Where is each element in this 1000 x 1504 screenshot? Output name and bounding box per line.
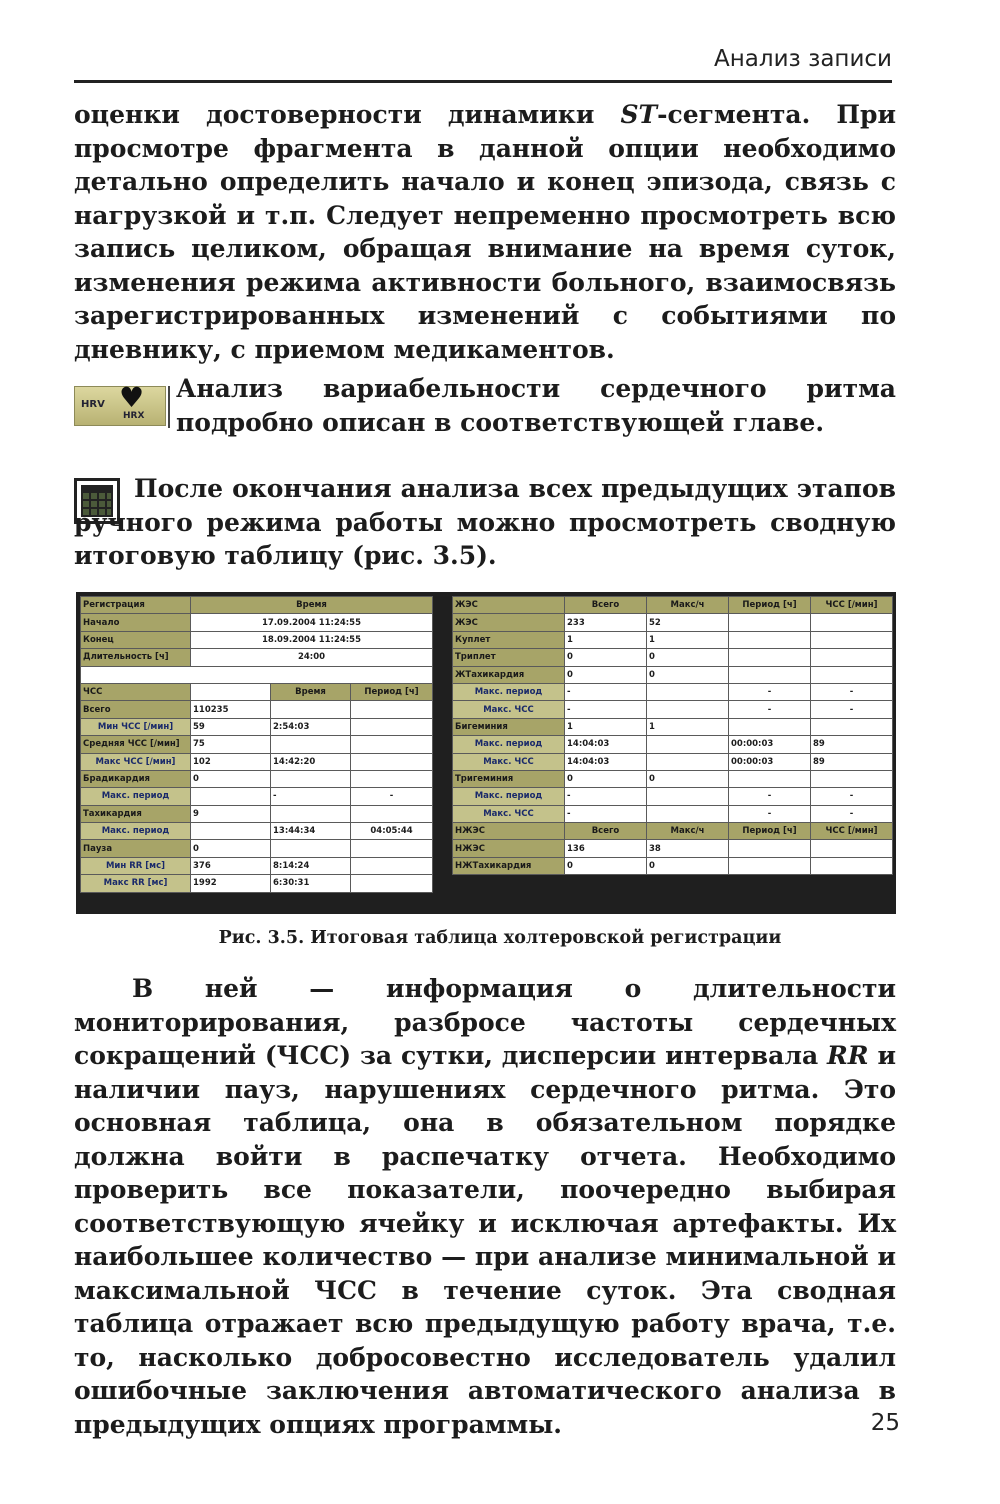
value-cell [729, 857, 811, 874]
table-row [453, 649, 893, 666]
value-cell: 0 [565, 649, 647, 666]
table-row [81, 823, 433, 840]
value-cell: 0 [565, 666, 647, 683]
paragraph-summary-table: После окончания анализа всех предыдущих этапов ручного режима работы можно просмотреть сводную итоговую таблицу (рис. 3.5). [74, 474, 896, 570]
table-row [81, 649, 433, 666]
summary-table-figure [76, 592, 896, 914]
row-label: Макс. ЧСС [453, 805, 565, 822]
row-label: НЖТахикардия [453, 857, 565, 874]
row-label: Макс. период [453, 788, 565, 805]
table-row [81, 666, 433, 683]
value-cell [351, 736, 433, 753]
header-cell: Время [271, 683, 351, 700]
paragraph-hrv: Анализ вариабельности сердечного ритма подробно описан в соответствующей главе. [176, 374, 896, 437]
value-cell: 0 [647, 857, 729, 874]
caption-text: Итоговая таблица холтеровской регистрации [304, 928, 782, 948]
value-cell: 2:54:03 [271, 718, 351, 735]
value-cell: - [271, 788, 351, 805]
table-row [453, 823, 893, 840]
spacer-cell [81, 666, 433, 683]
row-label: Конец [81, 631, 191, 648]
row-label: Макс ЧСС [/мин] [81, 753, 191, 770]
table-row [81, 701, 433, 718]
value-cell: 18.09.2004 11:24:55 [191, 631, 433, 648]
value-cell [351, 875, 433, 892]
value-cell [729, 649, 811, 666]
table-row [453, 857, 893, 874]
header-cell: Период [ч] [729, 823, 811, 840]
rr-term: RR [827, 1041, 869, 1070]
value-cell [647, 805, 729, 822]
header-cell [191, 683, 271, 700]
value-cell: - [351, 788, 433, 805]
table-row [81, 805, 433, 822]
value-cell: 136 [565, 840, 647, 857]
table-row [453, 753, 893, 770]
header-cell: НЖЭС [453, 823, 565, 840]
row-label: Тахикардия [81, 805, 191, 822]
table-row [81, 840, 433, 857]
table-row [453, 805, 893, 822]
page-number: 25 [870, 1410, 900, 1436]
running-head [74, 44, 892, 83]
value-cell: 233 [565, 614, 647, 631]
value-cell [271, 840, 351, 857]
value-cell [351, 840, 433, 857]
row-label: Мин RR [мс] [81, 857, 191, 874]
heart-icon: ♥ [119, 381, 145, 414]
figure-caption [0, 928, 1000, 948]
table-row [453, 683, 893, 700]
table-row [81, 736, 433, 753]
header-cell: Всего [565, 823, 647, 840]
row-label: Мин ЧСС [/мин] [81, 718, 191, 735]
table-row [453, 614, 893, 631]
header-cell: Регистрация [81, 597, 191, 614]
table-row [81, 875, 433, 892]
row-label: Средняя ЧСС [/мин] [81, 736, 191, 753]
value-cell: - [729, 683, 811, 700]
row-label: Макс. период [453, 736, 565, 753]
row-label: ЖЭС [453, 614, 565, 631]
value-cell [647, 683, 729, 700]
value-cell: 00:00:03 [729, 736, 811, 753]
value-cell: 1 [565, 718, 647, 735]
value-cell: 376 [191, 857, 271, 874]
header-cell: ЧСС [81, 683, 191, 700]
paragraph-text: В ней — информация о длительности мониторирования, разбросе частоты сердечных сокращений (ЧСС) за сутки, дисперсии интервала [74, 974, 896, 1070]
value-cell [647, 753, 729, 770]
value-cell: 1 [565, 631, 647, 648]
value-cell: 1 [647, 631, 729, 648]
value-cell: 1992 [191, 875, 271, 892]
value-cell: 6:30:31 [271, 875, 351, 892]
table-row [453, 631, 893, 648]
value-cell [811, 631, 893, 648]
row-label: Брадикардия [81, 770, 191, 787]
row-label: Макс. ЧСС [453, 753, 565, 770]
row-label: Бигеминия [453, 718, 565, 735]
value-cell: - [729, 805, 811, 822]
value-cell [351, 718, 433, 735]
value-cell: 14:42:20 [271, 753, 351, 770]
value-cell: - [811, 805, 893, 822]
value-cell: 9 [191, 805, 271, 822]
value-cell: 24:00 [191, 649, 433, 666]
value-cell [729, 770, 811, 787]
header-cell: Макс/ч [647, 597, 729, 614]
paragraph-text: и наличии пауз, нарушениях сердечного ритма. Это основная таблица, она в обязательном порядке должна войти в распечатку отчета. Необходимо проверить все показатели, поочередно выбирая соответствующую ячейку и исключая артефакты. Их наибольшее количество — при анализе минимальной и максимальной ЧСС в течение суток. Эта сводная таблица отражает всю предыдущую работу врача, т.е. то, насколько добросовестно исследователь удалил ошибочные заключения автоматического анализа в предыдущих опциях программы. [74, 1041, 896, 1439]
table-row [81, 718, 433, 735]
table-row [453, 701, 893, 718]
value-cell: 0 [647, 770, 729, 787]
value-cell: 0 [191, 840, 271, 857]
value-cell [811, 770, 893, 787]
value-cell: 38 [647, 840, 729, 857]
value-cell: 52 [647, 614, 729, 631]
header-cell: Всего [565, 597, 647, 614]
value-cell [351, 770, 433, 787]
value-cell: 89 [811, 753, 893, 770]
value-cell [811, 666, 893, 683]
value-cell [647, 701, 729, 718]
value-cell: - [811, 788, 893, 805]
table-row [81, 753, 433, 770]
row-label: Триплет [453, 649, 565, 666]
value-cell: 75 [191, 736, 271, 753]
value-cell: 14:04:03 [565, 736, 647, 753]
value-cell: 0 [565, 857, 647, 874]
header-cell: ЧСС [/мин] [811, 597, 893, 614]
value-cell: - [565, 805, 647, 822]
value-cell: 00:00:03 [729, 753, 811, 770]
value-cell [811, 840, 893, 857]
value-cell: 04:05:44 [351, 823, 433, 840]
right-summary-table [452, 596, 893, 875]
value-cell: - [811, 701, 893, 718]
row-label: Начало [81, 614, 191, 631]
row-label: ЖТахикардия [453, 666, 565, 683]
header-cell: Макс/ч [647, 823, 729, 840]
value-cell: - [729, 788, 811, 805]
value-cell [729, 666, 811, 683]
value-cell [351, 805, 433, 822]
table-row [453, 770, 893, 787]
value-cell [729, 614, 811, 631]
value-cell [271, 805, 351, 822]
value-cell: 59 [191, 718, 271, 735]
header-cell: Период [ч] [729, 597, 811, 614]
value-cell [271, 701, 351, 718]
value-cell: 1 [647, 718, 729, 735]
value-cell [811, 649, 893, 666]
value-cell [811, 857, 893, 874]
row-label: Макс. период [81, 823, 191, 840]
table-row [81, 683, 433, 700]
row-label: Макс. период [453, 683, 565, 700]
row-label: Макс. период [81, 788, 191, 805]
value-cell: 17.09.2004 11:24:55 [191, 614, 433, 631]
table-row [81, 631, 433, 648]
value-cell: - [811, 683, 893, 700]
value-cell [811, 614, 893, 631]
hrx-icon-label: HRX [123, 411, 145, 421]
value-cell [271, 770, 351, 787]
table-row [453, 788, 893, 805]
value-cell [647, 736, 729, 753]
value-cell: - [565, 788, 647, 805]
table-row [453, 597, 893, 614]
header-cell: ЖЭС [453, 597, 565, 614]
value-cell: 0 [191, 770, 271, 787]
header-cell: Время [191, 597, 433, 614]
value-cell [647, 788, 729, 805]
value-cell: - [565, 683, 647, 700]
row-label: НЖЭС [453, 840, 565, 857]
row-label: Макс RR [мс] [81, 875, 191, 892]
value-cell: - [729, 701, 811, 718]
header-cell: Период [ч] [351, 683, 433, 700]
table-row [81, 788, 433, 805]
value-cell: 0 [647, 649, 729, 666]
table-row [453, 666, 893, 683]
row-label: Длительность [ч] [81, 649, 191, 666]
paragraph-text: оценки достоверности динамики [74, 100, 621, 129]
row-label: Пауза [81, 840, 191, 857]
value-cell: 0 [647, 666, 729, 683]
paragraph-table-description [74, 972, 896, 1441]
value-cell: 110235 [191, 701, 271, 718]
value-cell [351, 857, 433, 874]
margin-bar [168, 386, 170, 428]
hrv-icon [74, 381, 166, 426]
value-cell: 89 [811, 736, 893, 753]
value-cell [729, 631, 811, 648]
value-cell: 102 [191, 753, 271, 770]
table-row [81, 614, 433, 631]
caption-label: Рис. 3.5. [218, 928, 305, 948]
value-cell [351, 753, 433, 770]
table-row [81, 770, 433, 787]
table-row [453, 736, 893, 753]
value-cell [811, 718, 893, 735]
paragraph-text: -сегмента. При просмотре фрагмента в данной опции необходимо детально определить начало и конец эпизода, связь с нагрузкой и т.п. Следует непременно просмотреть всю запись целиком, обращая внимание на время суток, изменения режима активности больного, взаимосвязь зарегистрированных изменений с событиями по дневнику, с приемом медикаментов. [74, 100, 896, 364]
value-cell [351, 701, 433, 718]
table-row [81, 597, 433, 614]
table-row [453, 718, 893, 735]
hrv-icon-label: HRV [81, 399, 105, 410]
header-cell: ЧСС [/мин] [811, 823, 893, 840]
row-label: Всего [81, 701, 191, 718]
value-cell: 14:04:03 [565, 753, 647, 770]
table-row [81, 857, 433, 874]
value-cell [271, 736, 351, 753]
value-cell: 0 [565, 770, 647, 787]
paragraph-st-analysis [74, 98, 896, 366]
value-cell [729, 840, 811, 857]
row-label: Куплет [453, 631, 565, 648]
value-cell [191, 788, 271, 805]
left-summary-table [80, 596, 433, 893]
st-term: ST [620, 100, 658, 129]
value-cell: 13:44:34 [271, 823, 351, 840]
running-head-title: Анализ записи [714, 46, 892, 72]
value-cell: - [565, 701, 647, 718]
row-label: Макс. ЧСС [453, 701, 565, 718]
value-cell [191, 823, 271, 840]
table-row [453, 840, 893, 857]
row-label: Тригеминия [453, 770, 565, 787]
value-cell [729, 718, 811, 735]
value-cell: 8:14:24 [271, 857, 351, 874]
